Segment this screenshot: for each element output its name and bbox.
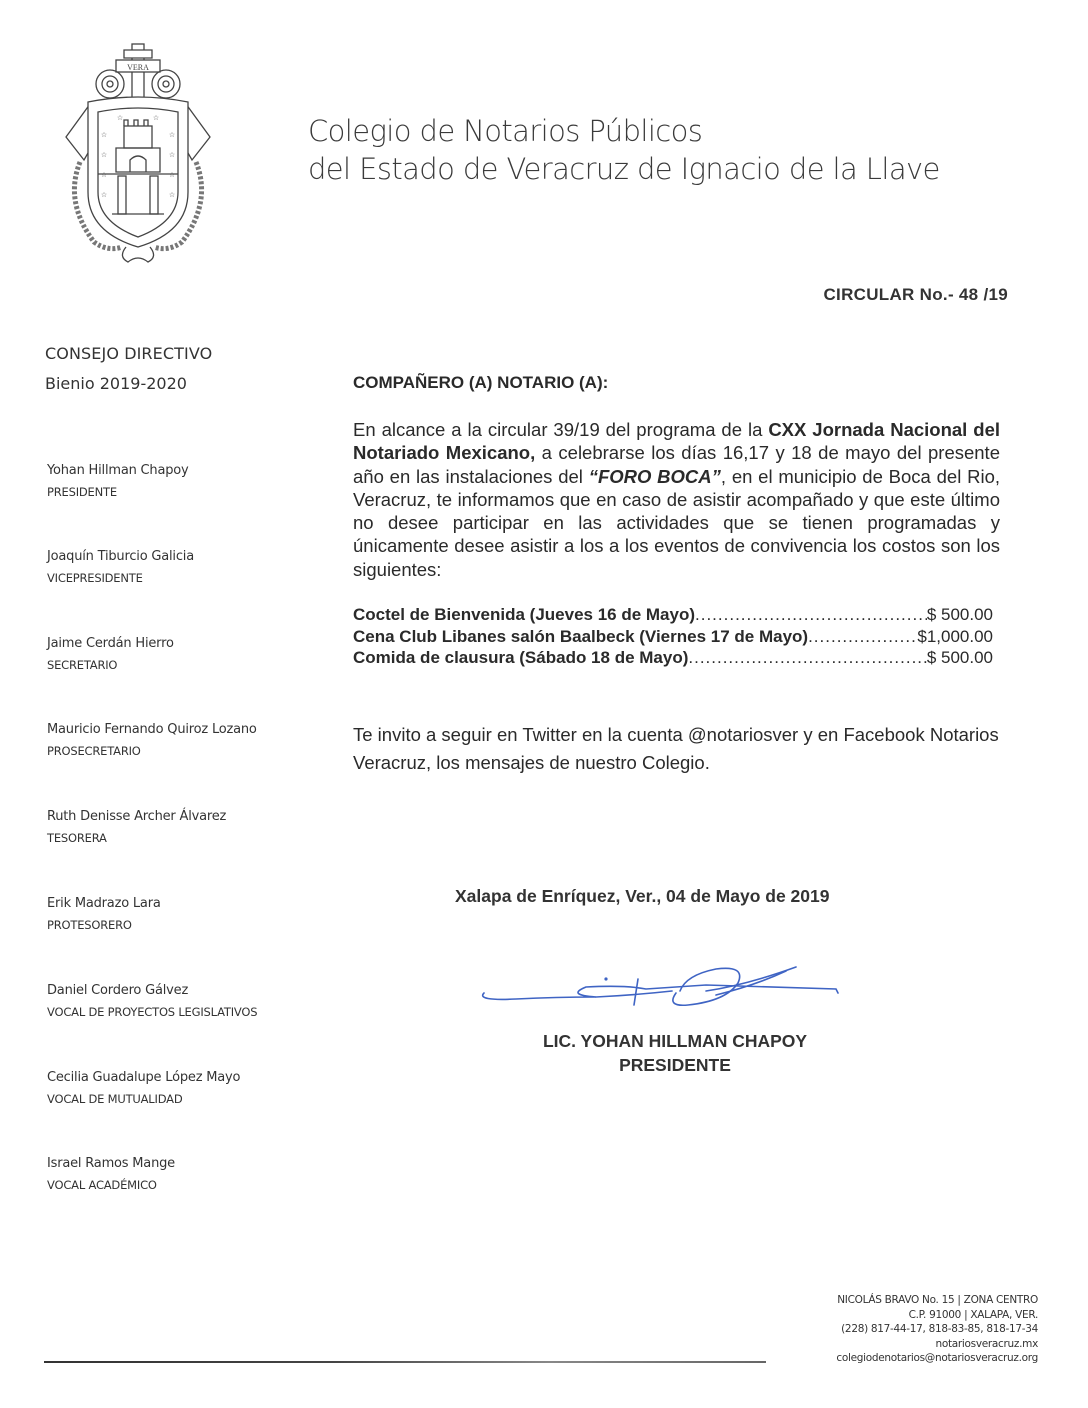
member-role: PROTESORERO: [47, 918, 132, 932]
member-name: Daniel Cordero Gálvez: [47, 983, 189, 998]
svg-text:☆: ☆: [100, 171, 108, 179]
signature-icon: [476, 955, 866, 1015]
footer-divider: [44, 1361, 766, 1363]
member-role: PRESIDENTE: [47, 485, 117, 499]
svg-text:☆: ☆: [116, 114, 124, 122]
footer-postal: C.P. 91000 | XALAPA, VER.: [908, 1308, 1038, 1321]
svg-text:☆: ☆: [168, 131, 176, 139]
board-member: [47, 895, 337, 934]
cost-row: [353, 604, 993, 626]
place-and-date: Xalapa de Enríquez, Ver., 04 de Mayo de 2019: [455, 886, 830, 906]
svg-text:☆: ☆: [168, 191, 176, 199]
signer-name: LIC. YOHAN HILLMAN CHAPOY: [542, 1031, 808, 1051]
venue-name: “FORO BOCA”: [588, 465, 721, 487]
cost-row: [353, 647, 993, 669]
member-name: Israel Ramos Mange: [47, 1156, 175, 1171]
svg-text:☆: ☆: [168, 171, 176, 179]
organization-title-line-2: del Estado de Veracruz de Ignacio de la Llave: [308, 152, 940, 186]
member-name: Jaime Cerdán Hierro: [47, 636, 174, 651]
leader-dots: [688, 647, 926, 669]
intro-text-2: a celebrarse los días 16,17 y 18 de mayo del presente año en las instalaciones del: [353, 442, 1000, 487]
footer-address: NICOLÁS BRAVO No. 15 | ZONA CENTRO: [837, 1294, 1038, 1306]
board-member: [47, 635, 337, 674]
member-name: Yohan Hillman Chapoy: [47, 463, 189, 478]
board-of-directors-sidebar: [34, 342, 324, 1192]
event-name: CXX Jornada Nacional del Notariado Mexicano,: [353, 419, 1000, 464]
cost-item: Coctel de Bienvenida (Jueves 16 de Mayo): [353, 605, 696, 624]
board-member: [47, 1155, 337, 1194]
council-title: CONSEJO DIRECTIVO: [45, 344, 213, 363]
member-role: VOCAL DE PROYECTOS LEGISLATIVOS: [47, 1005, 258, 1019]
member-name: Cecilia Guadalupe López Mayo: [47, 1070, 241, 1085]
cost-amount: $ 500.00: [926, 605, 993, 624]
leader-dots: [808, 626, 917, 648]
member-role: VOCAL ACADÉMICO: [47, 1178, 157, 1192]
svg-text:☆: ☆: [152, 114, 160, 122]
svg-text:☆: ☆: [168, 151, 176, 159]
cost-list: [353, 604, 993, 669]
circular-number: CIRCULAR No.- 48 /19: [823, 285, 1008, 304]
board-member: [47, 1069, 337, 1108]
footer-website[interactable]: notariosveracruz.mx: [935, 1337, 1038, 1350]
board-member: [47, 462, 337, 501]
intro-text-3: , en el municipio de Boca del Rio, Veracruz, te informamos que en caso de asistir acompañado y que este último no desee participar en las actividades que se tienen programadas y únicamente desee asistir a los a los eventos de convivencia los costos son los siguientes:: [353, 465, 1000, 580]
board-member: [47, 808, 337, 847]
board-member: [47, 721, 337, 760]
leader-dots: [695, 604, 927, 626]
veracruz-coat-of-arms-icon: [58, 42, 218, 267]
social-media-paragraph: Te invito a seguir en Twitter en la cuenta @notariosver y en Facebook Notarios Veracruz, los mensajes de nuestro Colegio.: [353, 724, 999, 773]
member-role: PROSECRETARIO: [47, 744, 141, 758]
signer-block: [480, 1029, 870, 1077]
member-name: Mauricio Fernando Quiroz Lozano: [47, 722, 257, 737]
cost-row: [353, 626, 993, 648]
board-member: [47, 982, 337, 1021]
cost-item: Cena Club Libanes salón Baalbeck (Viernes 17 de Mayo): [353, 626, 809, 646]
member-name: Joaquín Tiburcio Galicia: [47, 549, 194, 564]
signer-title: PRESIDENTE: [619, 1055, 731, 1075]
svg-text:☆: ☆: [100, 131, 108, 139]
svg-text:☆: ☆: [100, 151, 108, 159]
cost-amount: $ 500.00: [926, 648, 993, 667]
footer-phones: (228) 817-44-17, 818-83-85, 818-17-34: [841, 1323, 1038, 1335]
crest-motto: VERA: [127, 63, 149, 72]
footer-email[interactable]: colegiodenotarios@notariosveracruz.org: [836, 1352, 1038, 1364]
member-role: VICEPRESIDENTE: [47, 571, 143, 585]
intro-paragraph: [353, 418, 1000, 581]
organization-title-line-1: Colegio de Notarios Públicos: [308, 114, 703, 148]
member-role: SECRETARIO: [47, 658, 118, 672]
footer-contact-info: [836, 1293, 1038, 1366]
member-role: VOCAL DE MUTUALIDAD: [47, 1092, 183, 1106]
organization-title: [308, 112, 940, 188]
council-term: Bienio 2019-2020: [45, 374, 187, 393]
intro-text-1: En alcance a la circular 39/19 del programa de la: [353, 419, 769, 440]
member-role: TESORERA: [47, 831, 107, 845]
salutation: COMPAÑERO (A) NOTARIO (A):: [353, 373, 609, 392]
cost-amount: $1,000.00: [917, 626, 993, 646]
board-member: [47, 548, 337, 587]
cost-item: Comida de clausura (Sábado 18 de Mayo): [353, 648, 689, 667]
member-name: Erik Madrazo Lara: [47, 896, 161, 911]
svg-text:☆: ☆: [100, 191, 108, 199]
member-name: Ruth Denisse Archer Álvarez: [47, 809, 227, 824]
